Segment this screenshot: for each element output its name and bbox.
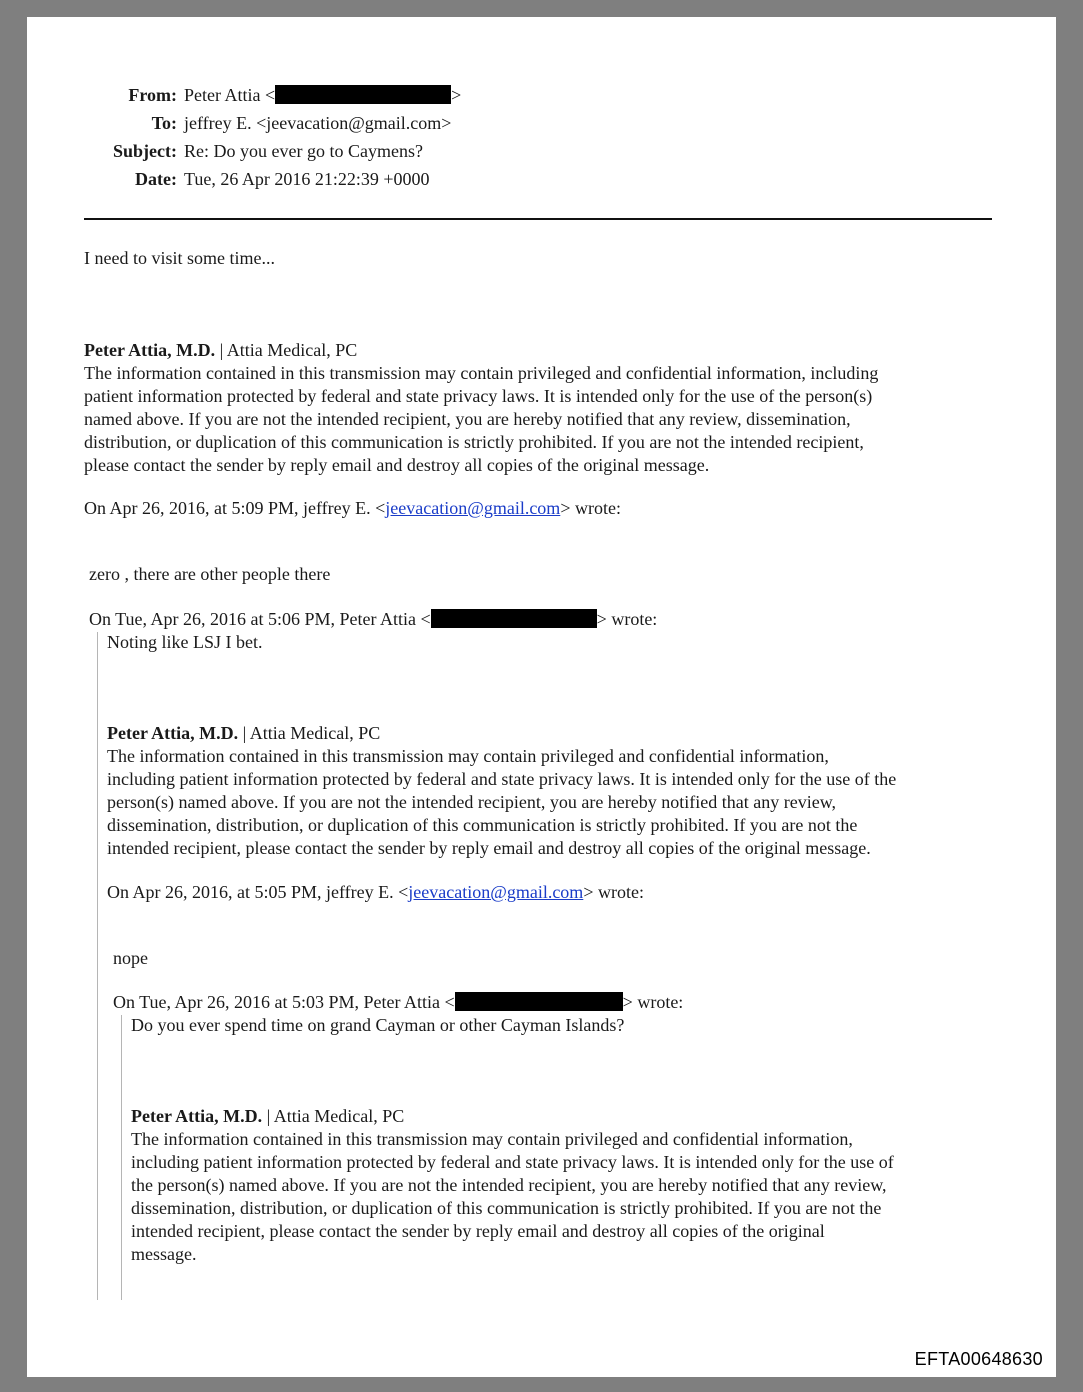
date-value: Tue, 26 Apr 2016 21:22:39 +0000 [184,169,430,189]
signature-org: | Attia Medical, PC [215,340,358,360]
disclaimer-line: please contact the sender by reply email and destroy all copies of the original message. [84,455,710,475]
to-label: To: [151,113,177,133]
disclaimer-line: person(s) named above. If you are not the intended recipient, you are hereby notified that any review, [107,792,837,812]
redaction-block [275,85,451,104]
disclaimer-line: patient information protected by federal and state privacy laws. It is intended only for the use of the person(s) [84,386,873,406]
disclaimer-line: including patient information protected by federal and state privacy laws. It is intended only for the use of the [107,769,897,789]
disclaimer-line: including patient information protected by federal and state privacy laws. It is intended only for the use of [131,1152,894,1172]
quoted-message: Noting like LSJ I bet. [107,632,263,652]
header-divider [84,218,992,220]
disclaimer-line: The information contained in this transmission may contain privileged and confidential information, [131,1129,853,1149]
redaction-block [455,992,623,1011]
message-text: I need to visit some time... [84,248,275,268]
signature-name: Peter Attia, M.D. [84,340,216,360]
signature-name: Peter Attia, M.D. [131,1106,263,1126]
disclaimer-line: intended recipient, please contact the sender by reply email and destroy all copies of the original message. [107,838,871,858]
signature-org: | Attia Medical, PC [238,723,381,743]
quoted-message: zero , there are other people there [89,564,331,584]
quoted-message: Do you ever spend time on grand Cayman or other Cayman Islands? [131,1015,625,1035]
attribution-line: On Tue, Apr 26, 2016 at 5:03 PM, Peter Attia < > wrote: [113,992,684,1012]
date-label: Date: [135,169,177,189]
from-value: Peter Attia < > [184,85,462,105]
redaction-block [431,609,597,628]
quoted-message: nope [113,948,148,968]
disclaimer-line: dissemination, distribution, or duplication of this communication is strictly prohibited. If you are not the [107,815,858,835]
disclaimer-line: dissemination, distribution, or duplication of this communication is strictly prohibited. If you are not the [131,1198,882,1218]
subject-label: Subject: [113,141,177,161]
disclaimer-line: The information contained in this transmission may contain privileged and confidential information, [107,746,829,766]
document-id: EFTA00648630 [914,1349,1043,1369]
from-label: From: [128,85,177,105]
signature-org: | Attia Medical, PC [262,1106,405,1126]
disclaimer-line: The information contained in this transmission may contain privileged and confidential information, including [84,363,879,383]
quote-bar [121,1015,122,1300]
quote-bar [97,632,98,1300]
to-value: jeffrey E. <jeevacation@gmail.com> [184,113,452,133]
disclaimer-line: message. [131,1244,197,1264]
document-page [27,17,1056,1377]
attribution-line: On Apr 26, 2016, at 5:09 PM, jeffrey E. <jeevacation@gmail.com> wrote: [84,498,621,518]
email-link[interactable]: jeevacation@gmail.com [385,498,561,518]
disclaimer-line: the person(s) named above. If you are not the intended recipient, you are hereby notified that any review, [131,1175,887,1195]
disclaimer-line: named above. If you are not the intended recipient, you are hereby notified that any review, dissemination, [84,409,851,429]
signature-name: Peter Attia, M.D. [107,723,239,743]
attribution-line: On Tue, Apr 26, 2016 at 5:06 PM, Peter Attia < > wrote: [89,609,658,629]
signature-block [84,339,878,477]
subject-value: Re: Do you ever go to Caymens? [184,141,423,161]
attribution-line: On Apr 26, 2016, at 5:05 PM, jeffrey E. <jeevacation@gmail.com> wrote: [107,882,644,902]
signature-block [131,1105,894,1266]
signature-block [107,722,896,860]
email-link[interactable]: jeevacation@gmail.com [408,882,584,902]
disclaimer-line: distribution, or duplication of this communication is strictly prohibited. If you are not the intended recipient, [84,432,864,452]
disclaimer-line: intended recipient, please contact the sender by reply email and destroy all copies of the original [131,1221,825,1241]
